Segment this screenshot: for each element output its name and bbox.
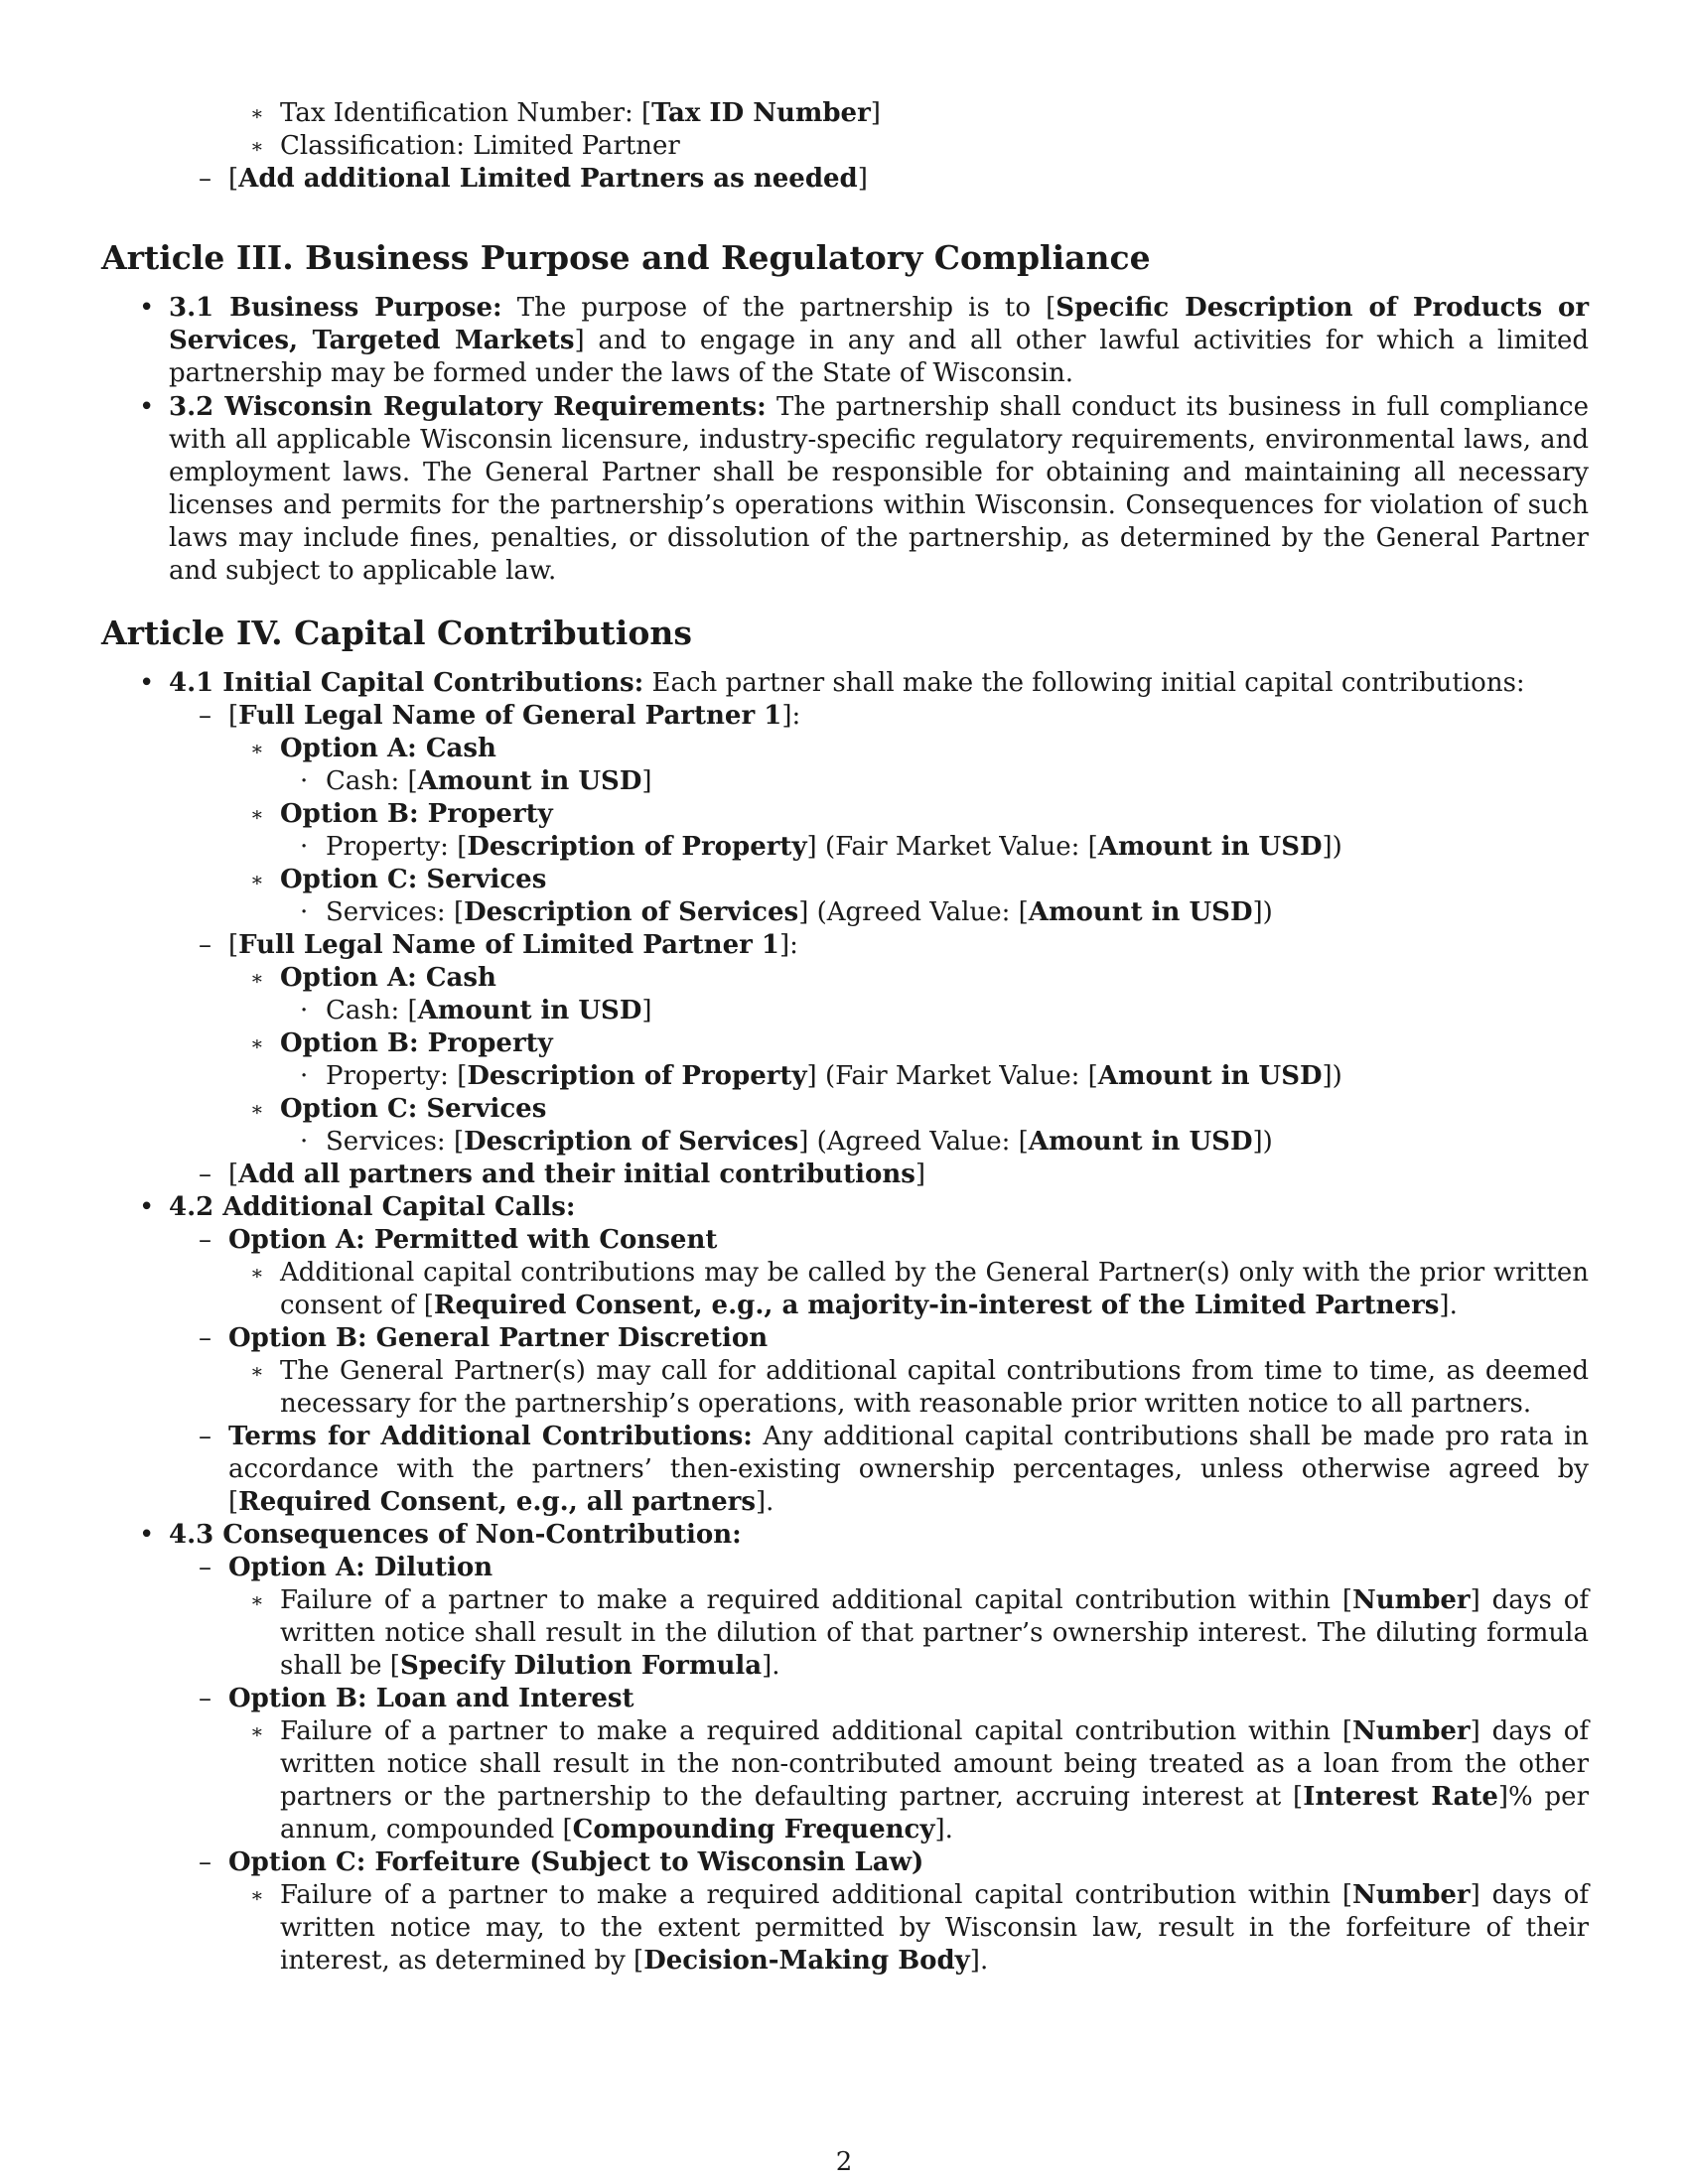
list-item: – [Add all partners and their initial contributions] (199, 1160, 926, 1189)
list-item: ∗ Tax Identification Number: [Tax ID Number] (250, 98, 881, 128)
list-item: ∗ Failure of a partner to make a required additional capital contribution within [Number] days of written notice may, to the extent permitted by Wisconsin law, result in the forfeiture of their interest, as determined by [Decision-Making Body]. (250, 1880, 1590, 1976)
section-4-2: • 4.2 Additional Capital Calls: (139, 1192, 576, 1222)
list-item: ∗ The General Partner(s) may call for additional capital contributions from time to time, as deemed necessary for the partnership’s operations, with reasonable prior written notice to all partners. (250, 1356, 1589, 1419)
list-item: ∗ Option B: Property (250, 1028, 553, 1058)
list-item: – [Full Legal Name of Limited Partner 1]: (199, 930, 798, 960)
list-item: – Option A: Dilution (199, 1553, 493, 1582)
list-item: – Terms for Additional Contributions: Any additional capital contributions shall be made pro rata in accordance with the partners’ then-existing ownership percentages, unless otherwise agreed by [Required Consent, e.g., all partners]. (199, 1422, 1590, 1517)
list-item: · Services: [Description of Services] (Agreed Value: [Amount in USD]) (300, 897, 1273, 927)
list-item: · Property: [Description of Property] (Fair Market Value: [Amount in USD]) (300, 832, 1342, 862)
list-item: · Cash: [Amount in USD] (300, 996, 652, 1025)
list-item: ∗ Option C: Services (250, 865, 547, 894)
list-item: – Option C: Forfeiture (Subject to Wisconsin Law) (199, 1847, 924, 1877)
article-4-body (101, 667, 1589, 1978)
list-item: ∗ Classification: Limited Partner (250, 131, 680, 161)
list-item: – [Add additional Limited Partners as needed] (199, 164, 868, 194)
list-item: · Services: [Description of Services] (Agreed Value: [Amount in USD]) (300, 1127, 1273, 1157)
article-4-heading: Article IV. Capital Contributions (101, 614, 692, 652)
section-3-1: • 3.1 Business Purpose: The purpose of the partnership is to [Specific Description of Products or Services, Targeted Markets] and to engage in any and all other lawful activities for which a limited partnership may be formed under the laws of the State of Wisconsin. (139, 293, 1590, 388)
list-item: ∗ Option B: Property (250, 799, 553, 829)
list-item: ∗ Failure of a partner to make a required additional capital contribution within [Number] days of written notice shall result in the dilution of that partner’s ownership interest. The diluting formula shall be [Specify Dilution Formula]. (250, 1585, 1590, 1681)
section-4-3: • 4.3 Consequences of Non-Contribution: (139, 1520, 742, 1550)
list-item: ∗ Option A: Cash (250, 734, 496, 763)
section-3-2: • 3.2 Wisconsin Regulatory Requirements: The partnership shall conduct its business in full compliance with all applicable Wisconsin licensure, industry-specific regulatory requirements, environmental laws, and employment laws. The General Partner shall be responsible for obtaining and maintaining all necessary licenses and permits for the partnership’s operations within Wisconsin. Consequences for violation of such laws may include fines, penalties, or dissolution of the partnership, as determined by the General Partner and subject to applicable law. (139, 392, 1589, 586)
list-item: · Property: [Description of Property] (Fair Market Value: [Amount in USD]) (300, 1061, 1342, 1091)
list-item: ∗ Option C: Services (250, 1094, 547, 1124)
list-item: – Option A: Permitted with Consent (199, 1225, 718, 1255)
list-item: – [Full Legal Name of General Partner 1]: (199, 701, 801, 731)
list-item: – Option B: Loan and Interest (199, 1684, 634, 1713)
list-item: ∗ Failure of a partner to make a required additional capital contribution within [Number] days of written notice shall result in the non-contributed amount being treated as a loan from the other partners or the partnership to the defaulting partner, accruing interest at [Interest Rate]% per annum, compounded [Compounding Frequency]. (250, 1716, 1590, 1844)
list-item: ∗ Additional capital contributions may be called by the General Partner(s) only with the prior written consent of [Required Consent, e.g., a majority-in-interest of the Limited Partners]. (250, 1258, 1589, 1320)
section-4-1: • 4.1 Initial Capital Contributions: Each partner shall make the following initial capital contributions: (139, 668, 1525, 698)
list-item: ∗ Option A: Cash (250, 963, 496, 993)
list-item: · Cash: [Amount in USD] (300, 766, 652, 796)
page-number: 2 (835, 2147, 853, 2177)
list-item: – Option B: General Partner Discretion (199, 1323, 769, 1353)
article-3-heading: Article III. Business Purpose and Regulatory Compliance (101, 238, 1151, 277)
